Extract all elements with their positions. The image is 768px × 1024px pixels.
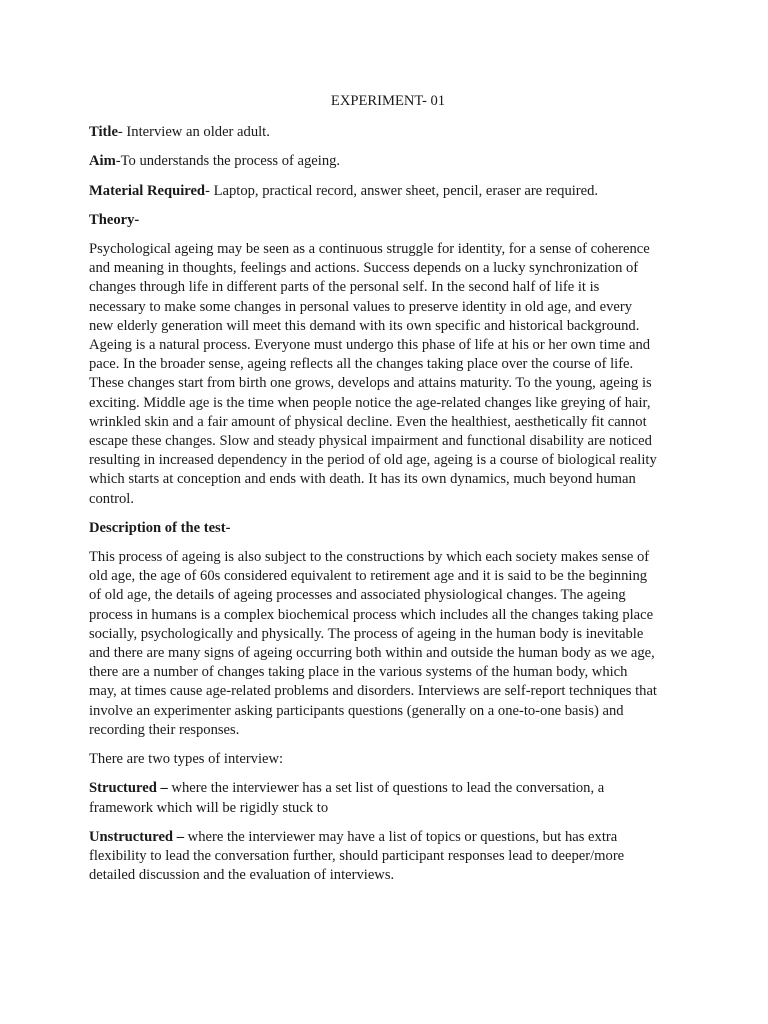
description-line: and there are many signs of ageing occurring both within and outside the human body as we age,: [89, 645, 655, 662]
unstructured-line: detailed discussion and the evaluation of interviews.: [89, 867, 395, 884]
material-row: [89, 182, 719, 201]
description-line: involve an experimenter asking participants questions (generally on a one-to-one basis) and: [89, 702, 624, 719]
title-value: - Interview an older adult.: [117, 124, 270, 141]
theory-line: pace. In the broader sense, ageing reflects all the changes taking place over the course of life.: [89, 356, 634, 373]
aim-label: Aim: [89, 153, 116, 170]
title-row: [89, 123, 719, 142]
theory-line: escape these changes. Slow and steady physical impairment and functional disability are noticed: [89, 433, 652, 450]
theory-line: These changes start from birth one grows, develops and attains maturity. To the young, ageing is: [89, 375, 652, 392]
theory-line: resulting in increased dependency in the period of old age, ageing is a course of biological reality: [89, 452, 657, 469]
description-line: of old age, the details of ageing processes and associated physiological changes. The ageing: [89, 587, 626, 604]
interview-type-term: Unstructured –: [89, 828, 184, 845]
interview-type-term: Structured –: [89, 780, 168, 797]
theory-heading: Theory-: [89, 211, 140, 228]
title-label: Title: [89, 124, 118, 141]
theory-line: wrinkled skin and a fair amount of physical decline. Even the healthiest, aesthetically fit cannot: [89, 413, 647, 430]
theory-line: Ageing is a natural process. Everyone must undergo this phase of life at his or her own time and: [89, 337, 651, 354]
unstructured-line: Unstructured – where the interviewer may have a list of topics or questions, but has extra: [89, 828, 618, 845]
theory-line: control.: [89, 490, 134, 507]
description-line: recording their responses.: [89, 721, 240, 738]
description-line: there are a number of changes taking place in the various systems of the human body, which: [89, 664, 628, 681]
description-line: This process of ageing is also subject to the constructions by which each society makes sense of: [89, 549, 650, 566]
unstructured-paragraph: [89, 828, 719, 886]
theory-line: necessary to make some changes in personal values to preserve identity in old age, and every: [89, 298, 633, 315]
structured-line: Structured – where the interviewer has a set list of questions to lead the conversation, a: [89, 780, 605, 797]
theory-line: changes through life in different parts of the personal self. In the second half of life it is: [89, 279, 600, 296]
description-heading: Description of the test-: [89, 519, 231, 536]
aim-value: -To understands the process of ageing.: [115, 153, 341, 170]
description-line: old age, the age of 60s considered equivalent to retirement age and it is said to be the beginning: [89, 568, 648, 585]
structured-paragraph: [89, 779, 719, 817]
theory-line: which starts at conception and ends with death. It has its own dynamics, much beyond human: [89, 471, 636, 488]
description-paragraph: [89, 548, 719, 740]
description-line: socially, psychologically and physically. The process of ageing in the human body is inevitable: [89, 625, 644, 642]
description-line: may, at times cause age-related problems and disorders. Interviews are self-report techniques that: [89, 683, 657, 700]
experiment-heading: EXPERIMENT- 01: [330, 93, 446, 109]
document-page: [89, 92, 719, 895]
material-label: Material Required: [89, 182, 206, 199]
theory-line: and meaning in thoughts, feelings and actions. Success depends on a lucky synchronization of: [89, 260, 639, 277]
types-intro: There are two types of interview:: [89, 751, 284, 768]
structured-line: framework which will be rigidly stuck to: [89, 799, 329, 816]
theory-line: Psychological ageing may be seen as a continuous struggle for identity, for a sense of coherence: [89, 241, 650, 258]
aim-row: [89, 152, 719, 171]
material-value: - Laptop, practical record, answer sheet, pencil, eraser are required.: [205, 182, 599, 199]
theory-line: new elderly generation will meet this demand with its own specific and historical background.: [89, 317, 640, 334]
description-line: process in humans is a complex biochemical process which includes all the changes taking place: [89, 606, 654, 623]
unstructured-line: flexibility to lead the conversation further, should participant responses lead to deeper/more: [89, 847, 625, 864]
theory-line: exciting. Middle age is the time when people notice the age-related changes like greying of hair,: [89, 394, 651, 411]
theory-paragraph: [89, 240, 719, 509]
